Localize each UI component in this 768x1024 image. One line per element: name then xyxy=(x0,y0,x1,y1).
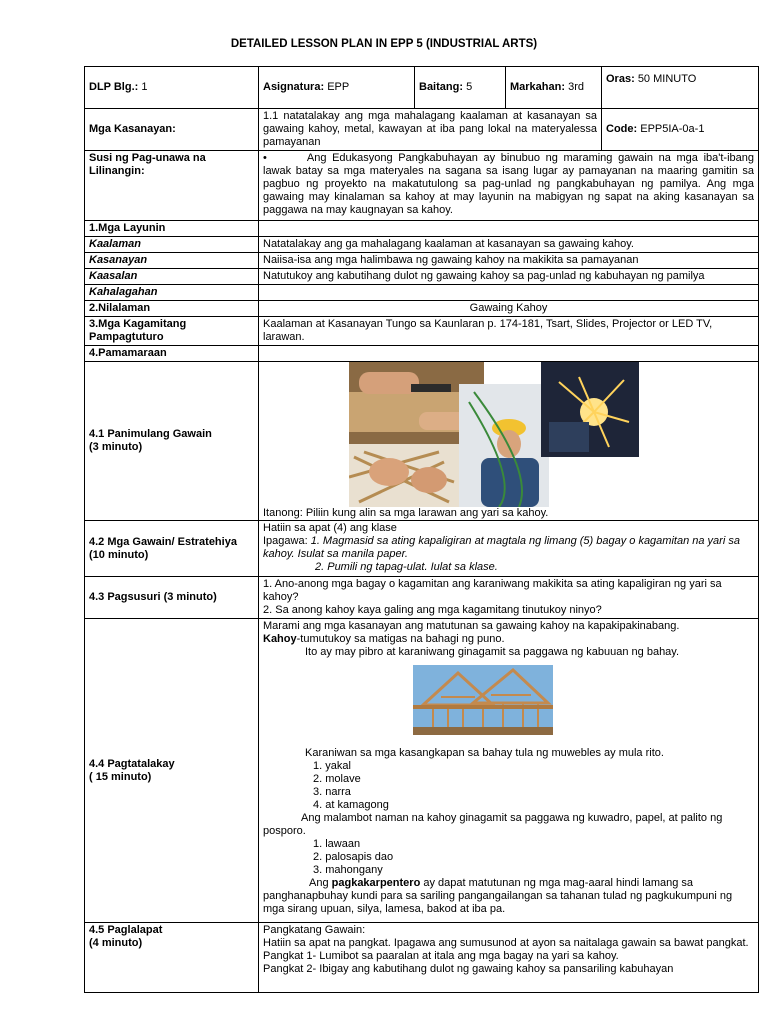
kahalagahan-label: Kahalagahan xyxy=(85,285,259,301)
pagtalakay-content: Marami ang mga kasanayan ang matutunan sa gawaing kahoy na kapakipakinabang. Kahoy-tumutukoy sa matigas na bahagi ng puno. Ito ay may pibro at karaniwang ginagamit sa paggawa ng kabuuan ng bahay. Karaniwan sa mga kasangkapan sa bahay tula ng muwebles ay mula rito. 1. yakal 2. molave 3. narra 4. at kamagong Ang malambot naman na kahoy ginagamit sa paggawa ng kuwadro, papel, at palito ng posporo. 1. lawaan 2. palosapis dao 3. mahongany Ang pagkakarpentero ay dapat matutunan ng mga mag-aaral hindi lamang sa panghanapbuhay kundi para sa sariling pangangailangan sa tahanan tulad ng pagkukumpuni ng mga sirang upuan, silya, lamesa, bakod at iba pa. xyxy=(259,619,759,923)
pagtalakay-row xyxy=(85,619,759,923)
kaalaman-row xyxy=(85,237,759,253)
kasanayan-obj-label: Kasanayan xyxy=(85,253,259,269)
paglalapat-label: 4.5 Paglalapat (4 minuto) xyxy=(85,923,259,993)
lesson-plan-table xyxy=(84,66,759,993)
kaasalan-text: Natutukoy ang kabutihang dulot ng gawaing kahoy sa pag-unlad ng kabuhayan ng pamilya xyxy=(259,269,759,285)
kasanayan-obj-row xyxy=(85,253,759,269)
gawain-label: 4.2 Mga Gawain/ Estratehiya (10 minuto) xyxy=(85,521,259,577)
nilalaman-label: 2.Nilalaman xyxy=(85,301,259,317)
panimula-label: 4.1 Panimulang Gawain (3 minuto) xyxy=(85,362,259,521)
code-cell: Code: EPP5IA-0a-1 xyxy=(602,109,759,151)
susi-row xyxy=(85,151,759,221)
kaalaman-label: Kaalaman xyxy=(85,237,259,253)
panimula-row xyxy=(85,362,759,521)
kasanayan-row xyxy=(85,109,759,151)
kaasalan-row xyxy=(85,269,759,285)
kasanayan-text: 1.1 natatalakay ang mga mahalagang kaalaman at kasanayan sa gawaing kahoy, metal, kawayan at iba pang lokal na materyalessa pamayanan xyxy=(259,109,602,151)
susi-label: Susi ng Pag-unawa na Lilinangin: xyxy=(85,151,259,221)
document-title: DETAILED LESSON PLAN IN EPP 5 (INDUSTRIAL ARTS) xyxy=(230,38,538,50)
asignatura-cell: Asignatura: EPP xyxy=(259,67,415,109)
kagamitan-text: Kaalaman at Kasanayan Tungo sa Kaunlaran p. 174-181, Tsart, Slides, Projector or LED TV, larawan. xyxy=(259,317,759,346)
paglalapat-content: Pangkatang Gawain: Hatiin sa apat na pangkat. Ipagawa ang sumusunod at ayon sa naitalaga gawain sa bawat pangkat. Pangkat 1- Lumibot sa paaralan at itala ang mga bagay na yari sa kahoy. Pangkat 2- Ibigay ang kabutihang dulot ng gawaing kahoy sa pansariling kabuhayan xyxy=(259,923,759,993)
pagsusuri-label: 4.3 Pagsusuri (3 minuto) xyxy=(85,577,259,619)
nilalaman-row xyxy=(85,301,759,317)
panimula-content xyxy=(259,362,759,521)
collage-image xyxy=(349,362,639,507)
kasanayan-obj-text: Naiisa-isa ang mga halimbawa ng gawaing kahoy na makikita sa pamayanan xyxy=(259,253,759,269)
gawain-row xyxy=(85,521,759,577)
pagsusuri-row xyxy=(85,577,759,619)
paglalapat-row xyxy=(85,923,759,993)
pamamaraan-row xyxy=(85,346,759,362)
kasanayan-label: Mga Kasanayan: xyxy=(85,109,259,151)
pagtalakay-label: 4.4 Pagtatalakay ( 15 minuto) xyxy=(85,619,259,923)
layunin-row xyxy=(85,221,759,237)
nilalaman-text: Gawaing Kahoy xyxy=(259,301,759,317)
markahan-cell: Markahan: 3rd xyxy=(506,67,602,109)
kagamitan-label: 3.Mga Kagamitang Pampagtuturo xyxy=(85,317,259,346)
oras-cell: Oras: 50 MINUTO xyxy=(602,67,759,109)
pagsusuri-content: 1. Ano-anong mga bagay o kagamitan ang karaniwang makikita sa ating kapaligiran ng yari sa kahoy? 2. Sa anong kahoy kaya galing ang mga kagamitang tinutukoy ninyo? xyxy=(259,577,759,619)
kaasalan-label: Kaasalan xyxy=(85,269,259,285)
layunin-label: 1.Mga Layunin xyxy=(85,221,259,237)
kagamitan-row xyxy=(85,317,759,346)
kahalagahan-text xyxy=(259,285,759,301)
baitang-cell: Baitang: 5 xyxy=(415,67,506,109)
pamamaraan-label: 4.Pamamaraan xyxy=(85,346,259,362)
kaalaman-text: Natatalakay ang ga mahalagang kaalaman at kasanayan sa gawaing kahoy. xyxy=(259,237,759,253)
house-frame-photo xyxy=(263,665,754,741)
kahalagahan-row xyxy=(85,285,759,301)
wood-photo-collage xyxy=(263,362,754,507)
susi-text: • Ang Edukasyong Pangkabuhayan ay binubuo ng maraming gawain na mga iba't-ibang lawak batay sa mga materyales na sagana sa isang lugar ay pamayanan na maaring gamitin sa pagbuo ng proyekto na makatutulong sa pag-unlad ng pangkabuhayan ng pamilya. Ang mga gawaing may kinalaman sa kahoy at may layunin na mabigyan ng sapat na aking kasanayan sa paggawa na may kaugnayan sa kahoy. xyxy=(259,151,759,221)
panimula-question: Itanong: Piliin kung alin sa mga larawan ang yari sa kahoy. xyxy=(263,507,549,519)
dlp-cell: DLP Blg.: 1 xyxy=(85,67,259,109)
gawain-content: Hatiin sa apat (4) ang klase Ipagawa: 1. Magmasid sa ating kapaligiran at magtala ng limang (5) bagay o kagamitan na yari sa kahoy. Isulat sa manila paper. 2. Pumili ng tapag-ulat. Iulat sa klase. xyxy=(259,521,759,577)
header-row xyxy=(85,67,759,109)
